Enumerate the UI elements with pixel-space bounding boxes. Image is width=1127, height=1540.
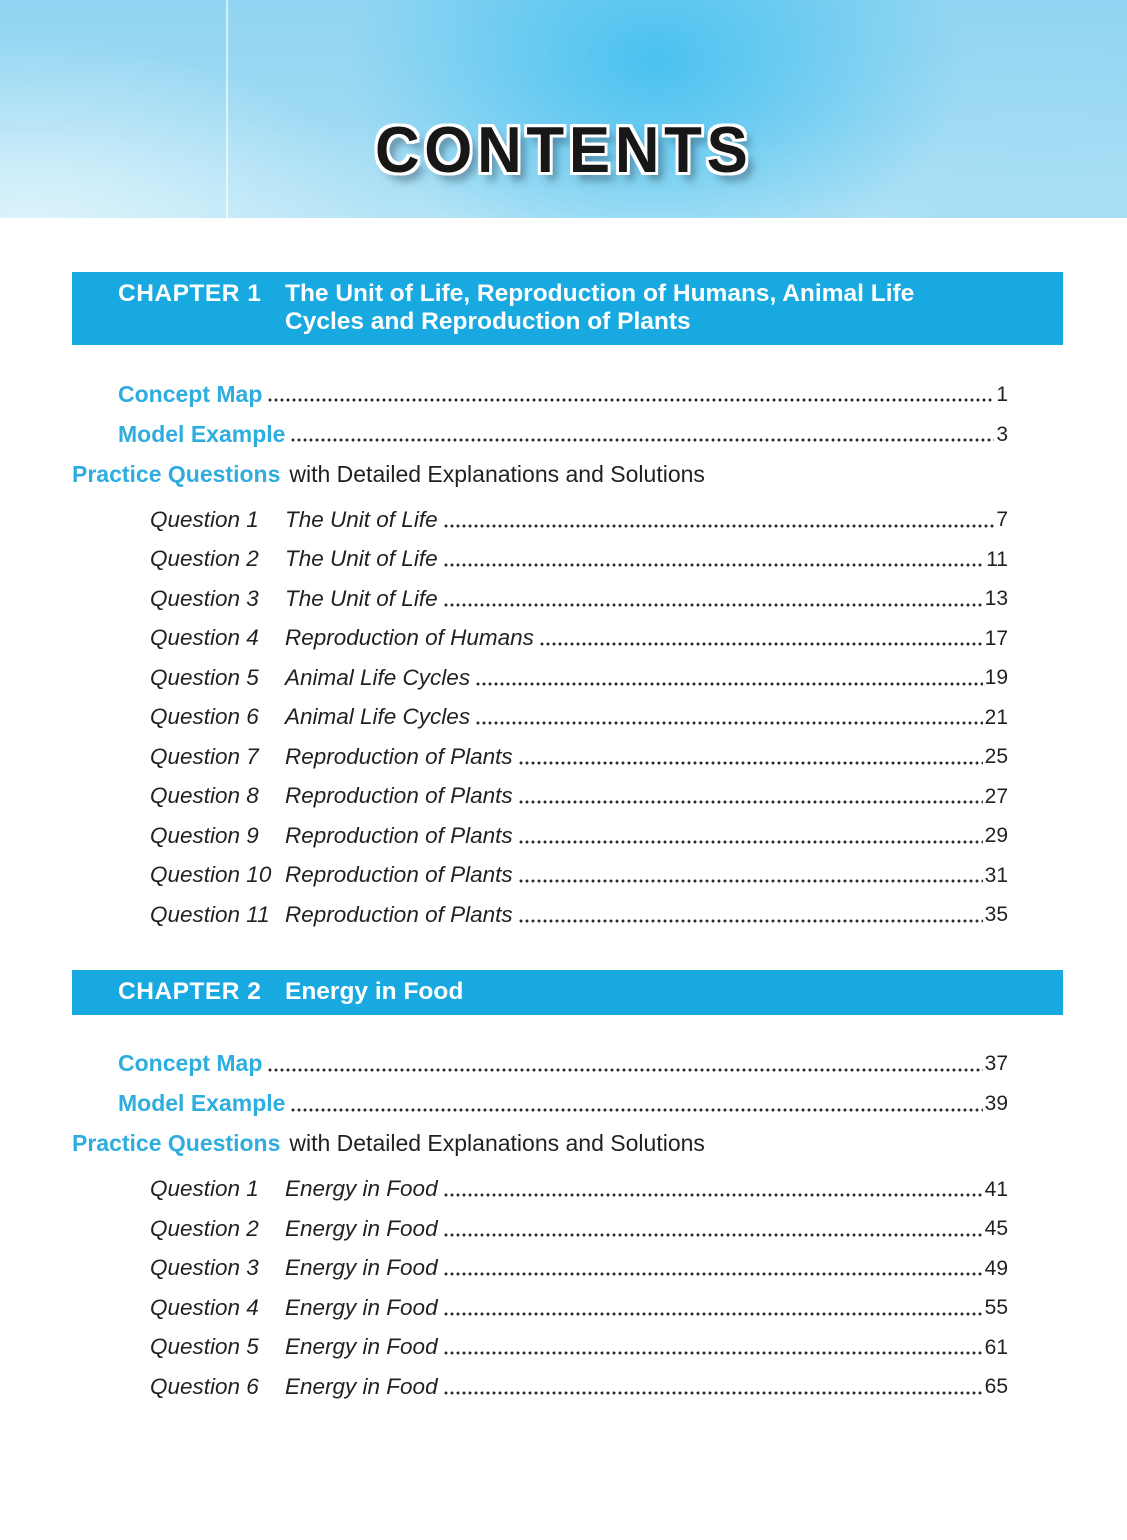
question-title: Reproduction of Humans [285, 625, 534, 651]
question-number: Question 4 [150, 1294, 259, 1320]
question-number: Question 1 [150, 506, 259, 532]
question-title: Animal Life Cycles [285, 664, 471, 690]
page-number: 41 [984, 1177, 1008, 1201]
chapter-label: CHAPTER 1 [118, 280, 262, 307]
page-number: 61 [984, 1335, 1008, 1359]
question-title: Energy in Food [285, 1215, 438, 1241]
chapter-bar [72, 272, 1063, 345]
question-row [150, 1281, 1008, 1321]
question-number: Question 7 [150, 743, 259, 769]
question-number: Question 10 [150, 862, 272, 888]
page-number: 17 [984, 626, 1008, 650]
question-number: Question 3 [150, 585, 259, 611]
question-row [150, 612, 1008, 652]
question-title: Reproduction of Plants [285, 901, 513, 927]
page-number: 27 [984, 784, 1008, 808]
chapter-title [285, 280, 1043, 336]
page-title: CONTENTS [374, 113, 753, 186]
chapter-title-line: Energy in Food [285, 977, 464, 1005]
question-title: The Unit of Life [285, 546, 438, 572]
practice-heading-rest: with Detailed Explanations and Solutions [289, 460, 705, 487]
dotted-leader [476, 682, 983, 686]
question-row [150, 730, 1008, 770]
question-number: Question 4 [150, 625, 259, 651]
section-row [118, 407, 1008, 447]
question-row [150, 849, 1008, 889]
question-number: Question 3 [150, 1255, 259, 1281]
question-number: Question 6 [150, 704, 259, 730]
page-number: 49 [984, 1256, 1008, 1280]
section-label: Concept Map [118, 1050, 263, 1077]
question-number: Question 9 [150, 822, 259, 848]
practice-heading-rest: with Detailed Explanations and Solutions [289, 1130, 705, 1157]
question-row [150, 1163, 1008, 1203]
question-title: Energy in Food [285, 1294, 438, 1320]
practice-heading-accent: Practice Questions [72, 1130, 281, 1157]
question-number: Question 5 [150, 664, 259, 690]
practice-heading-accent: Practice Questions [72, 460, 281, 487]
question-row [150, 651, 1008, 691]
page-number: 55 [984, 1296, 1008, 1320]
chapter-question-rows [150, 1163, 1008, 1400]
dotted-leader [444, 603, 983, 607]
page-number: 7 [996, 508, 1008, 532]
question-row [150, 493, 1008, 533]
dotted-leader [444, 524, 995, 528]
question-row [150, 572, 1008, 612]
chapter-section-rows [118, 367, 1008, 447]
page-number: 35 [984, 903, 1008, 927]
page-number: 3 [996, 422, 1008, 446]
page-number: 45 [984, 1217, 1008, 1241]
chapter-title [285, 978, 1043, 1006]
chapter-question-rows [150, 493, 1008, 928]
section-label: Concept Map [118, 380, 263, 407]
question-row [150, 691, 1008, 731]
question-number: Question 2 [150, 1215, 259, 1241]
question-title: Reproduction of Plants [285, 743, 513, 769]
section-row [118, 367, 1008, 407]
page-number: 21 [984, 705, 1008, 729]
chapter-label: CHAPTER 2 [118, 977, 262, 1005]
dotted-leader [268, 398, 994, 402]
dotted-leader [519, 840, 983, 844]
question-title: Energy in Food [285, 1176, 438, 1202]
page-number: 11 [986, 547, 1008, 571]
question-number: Question 11 [150, 901, 270, 927]
section-label: Model Example [118, 420, 286, 447]
page-number: 19 [984, 666, 1008, 690]
dotted-leader [291, 438, 994, 442]
toc-body [72, 272, 1063, 1400]
chapter-title-line: Cycles and Reproduction of Plants [285, 308, 691, 335]
chapter-block [72, 272, 1063, 928]
question-row [150, 770, 1008, 810]
dotted-leader [268, 1068, 982, 1072]
chapter-section-rows [118, 1037, 1008, 1117]
dotted-leader [444, 1272, 983, 1276]
question-number: Question 5 [150, 1334, 259, 1360]
question-number: Question 2 [150, 546, 259, 572]
question-title: Reproduction of Plants [285, 783, 513, 809]
question-row [150, 1202, 1008, 1242]
practice-heading-row [72, 1117, 1063, 1157]
question-title: Reproduction of Plants [285, 822, 513, 848]
question-title: Reproduction of Plants [285, 862, 513, 888]
page-number: 31 [984, 863, 1008, 887]
question-title: The Unit of Life [285, 585, 438, 611]
section-row [118, 1077, 1008, 1117]
question-title: The Unit of Life [285, 506, 438, 532]
section-label: Model Example [118, 1090, 286, 1117]
chapter-title-line: The Unit of Life, Reproduction of Humans, Animal Life [285, 280, 915, 307]
dotted-leader [444, 1193, 983, 1197]
question-title: Energy in Food [285, 1334, 438, 1360]
chapter-block [72, 970, 1063, 1400]
practice-heading-row [72, 447, 1063, 487]
question-row [150, 1360, 1008, 1400]
section-row [118, 1037, 1008, 1077]
question-row [150, 1321, 1008, 1361]
question-number: Question 8 [150, 783, 259, 809]
dotted-leader [444, 1391, 983, 1395]
question-row [150, 1242, 1008, 1282]
question-row [150, 888, 1008, 928]
dotted-leader [519, 800, 983, 804]
question-row [150, 809, 1008, 849]
dotted-leader [476, 721, 983, 725]
question-title: Energy in Food [285, 1255, 438, 1281]
dotted-leader [540, 642, 983, 646]
question-title: Energy in Food [285, 1373, 438, 1399]
dotted-leader [519, 761, 983, 765]
dotted-leader [444, 1351, 983, 1355]
page-number: 1 [996, 382, 1008, 406]
page-number: 25 [984, 745, 1008, 769]
chapter-bar [72, 970, 1063, 1015]
page-number: 37 [984, 1052, 1008, 1076]
question-number: Question 6 [150, 1373, 259, 1399]
page-number: 65 [984, 1375, 1008, 1399]
dotted-leader [444, 1233, 983, 1237]
dotted-leader [291, 1108, 982, 1112]
dotted-leader [444, 1312, 983, 1316]
question-number: Question 1 [150, 1176, 259, 1202]
dotted-leader [519, 879, 983, 883]
page-number: 13 [984, 587, 1008, 611]
page-number: 39 [984, 1092, 1008, 1116]
question-title: Animal Life Cycles [285, 704, 471, 730]
dotted-leader [444, 563, 985, 567]
dotted-leader [519, 919, 983, 923]
page-number: 29 [984, 824, 1008, 848]
page-header [0, 0, 1127, 218]
question-row [150, 533, 1008, 573]
